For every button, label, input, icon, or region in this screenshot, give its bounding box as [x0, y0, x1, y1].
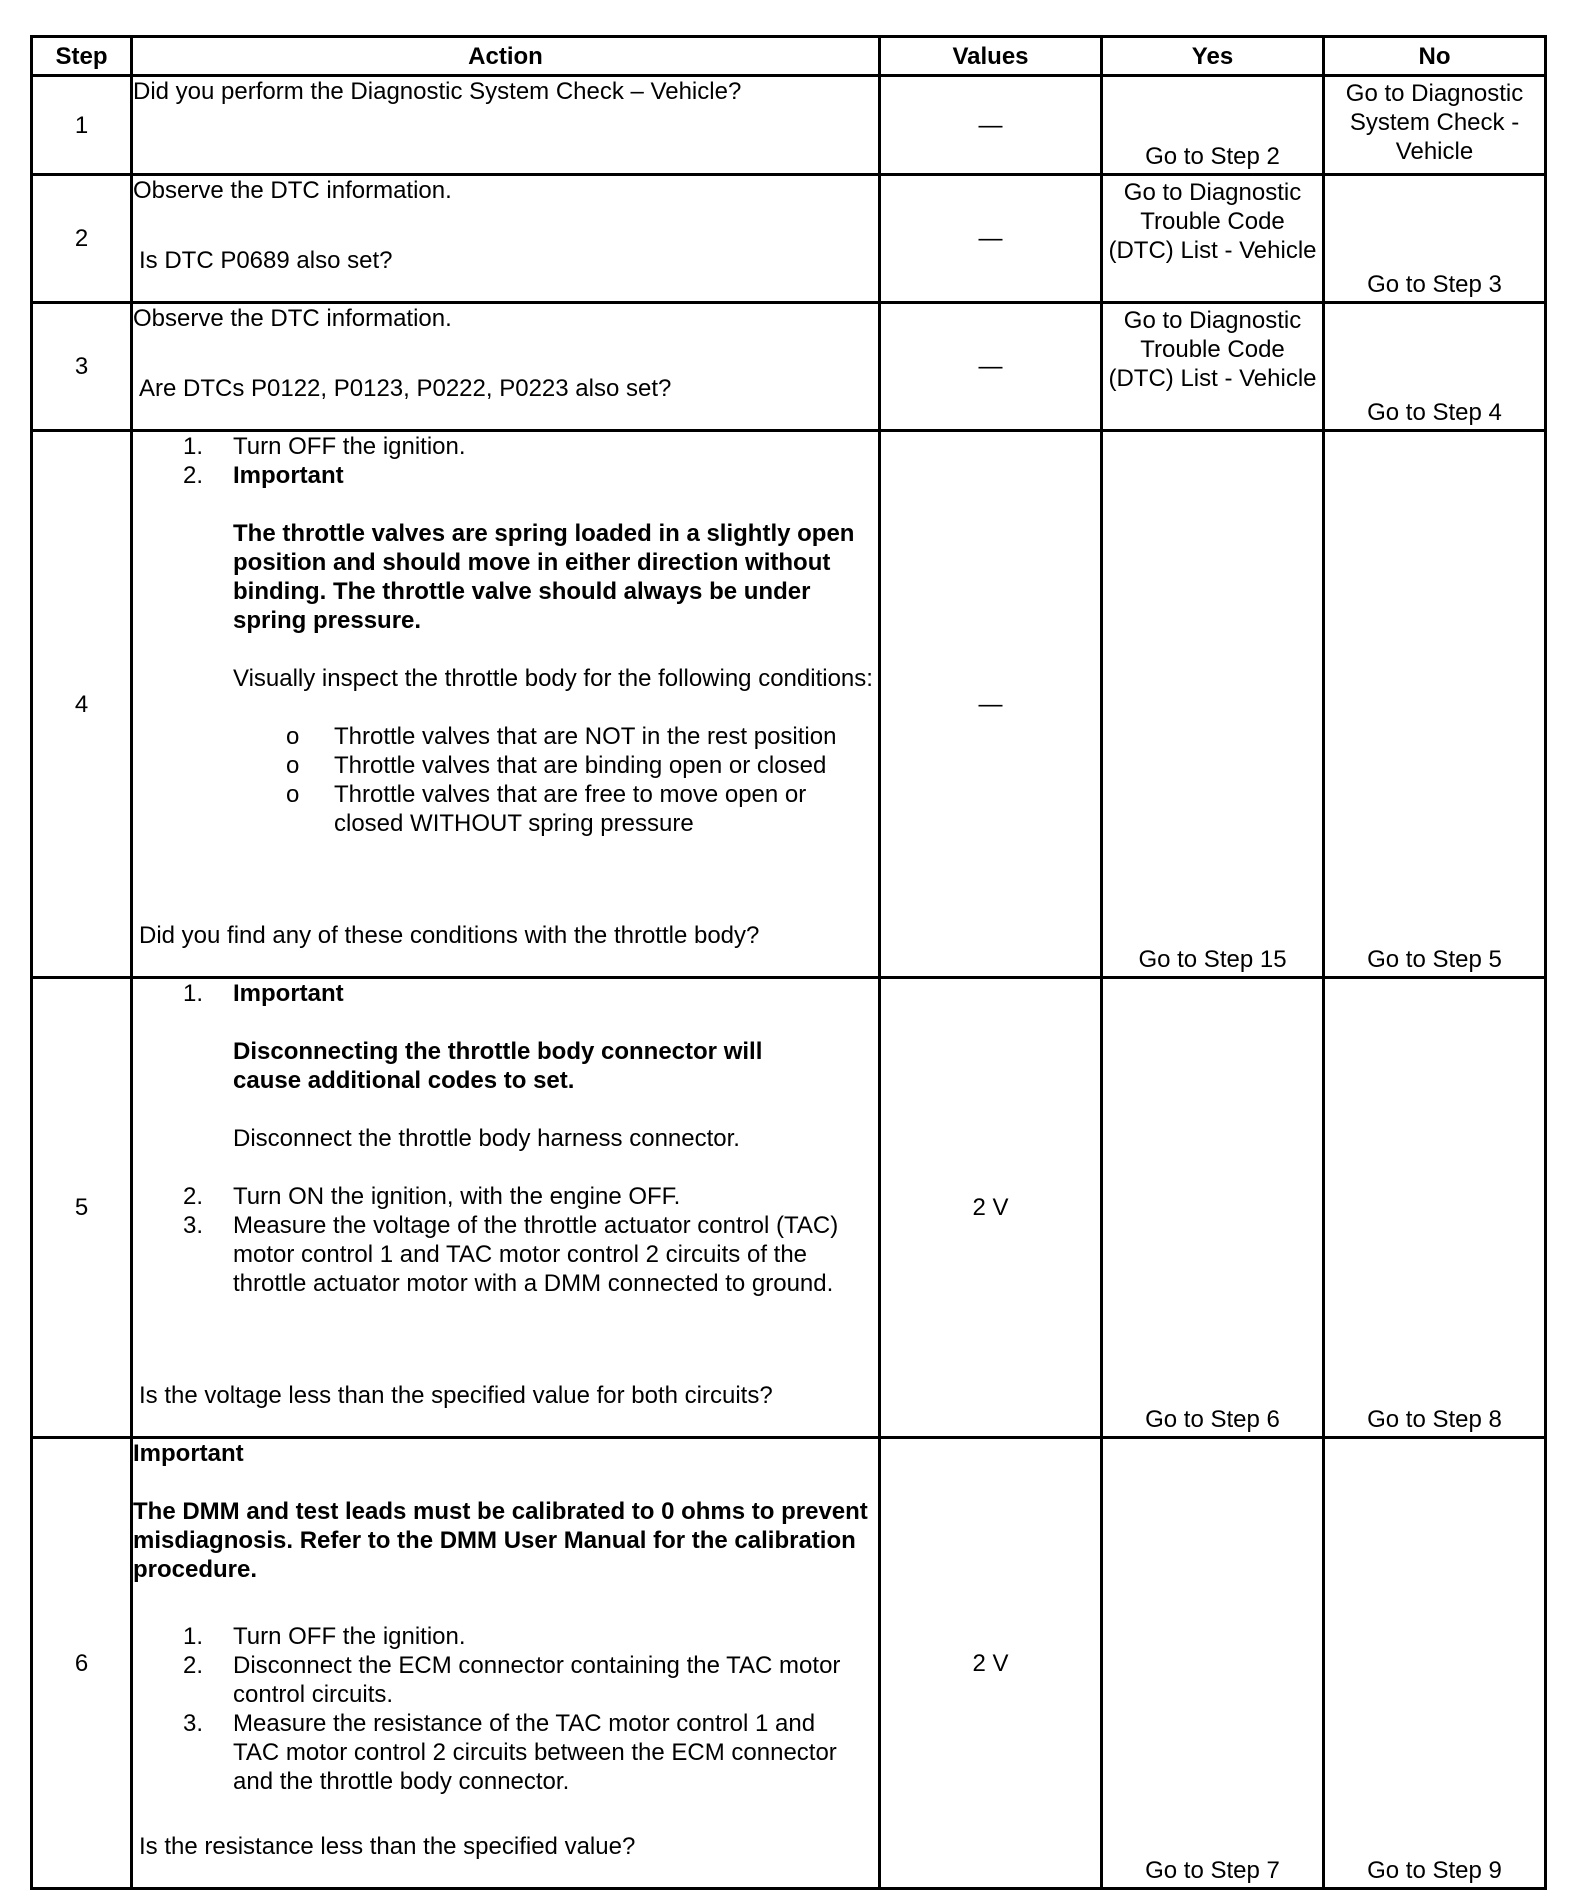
conditions-list [133, 722, 878, 838]
values-cell: — [880, 76, 1102, 175]
no-link[interactable]: Go to Step 8 [1367, 1406, 1502, 1433]
table-row-step-1 [32, 76, 1546, 175]
step-number: 3 [32, 303, 132, 431]
action-text: Observe the DTC information. [133, 177, 452, 204]
action-cell [132, 76, 880, 175]
header-step: Step [32, 37, 132, 76]
procedure-list [133, 432, 878, 490]
disconnect-text: Disconnect the throttle body harness connector. [233, 1125, 740, 1152]
yes-link[interactable]: Go to Step 7 [1145, 1857, 1280, 1884]
list-item: o Throttle valves that are binding open or closed [286, 752, 827, 779]
header-row [32, 37, 1546, 76]
header-yes: Yes [1102, 37, 1324, 76]
action-question: Is the voltage less than the specified value for both circuits? [139, 1382, 773, 1409]
no-link[interactable]: Go to Diagnostic System Check - Vehicle [1345, 80, 1524, 165]
values-cell: — [880, 431, 1102, 978]
header-action: Action [132, 37, 880, 76]
important-text: Disconnecting the throttle body connector will cause additional codes to set. [233, 1038, 763, 1094]
no-link[interactable]: Go to Step 9 [1367, 1857, 1502, 1884]
action-question: Are DTCs P0122, P0123, P0222, P0223 also set? [139, 375, 672, 402]
table-row-step-5 [32, 978, 1546, 1438]
no-cell [1324, 1438, 1546, 1889]
list-item: 1. Turn OFF the ignition. [183, 1623, 466, 1650]
important-text: The DMM and test leads must be calibrated to 0 ohms to prevent misdiagnosis. Refer to the DMM User Manual for the calibration procedure. [133, 1498, 868, 1583]
values-cell: — [880, 303, 1102, 431]
yes-cell [1102, 431, 1324, 978]
yes-link[interactable]: Go to Diagnostic Trouble Code (DTC) List - Vehicle [1108, 179, 1317, 264]
important-label: Important [133, 1440, 244, 1467]
yes-link[interactable]: Go to Step 2 [1145, 143, 1280, 170]
yes-cell [1102, 978, 1324, 1438]
yes-cell [1102, 1438, 1324, 1889]
no-cell [1324, 978, 1546, 1438]
table-row-step-4 [32, 431, 1546, 978]
action-cell [132, 431, 880, 978]
list-item: o Throttle valves that are NOT in the rest position [286, 723, 837, 750]
step-number: 6 [32, 1438, 132, 1889]
yes-cell [1102, 175, 1324, 303]
yes-cell [1102, 76, 1324, 175]
important-text: The throttle valves are spring loaded in a slightly open position and should move in either direction without binding. The throttle valve should always be under spring pressure. [233, 520, 855, 634]
no-cell [1324, 303, 1546, 431]
diagnostic-table [30, 35, 1547, 1890]
action-question: Is DTC P0689 also set? [139, 247, 393, 274]
procedure-list [133, 979, 878, 1008]
yes-link[interactable]: Go to Step 15 [1138, 946, 1287, 973]
table-row-step-3 [32, 303, 1546, 431]
step-number: 5 [32, 978, 132, 1438]
table-row-step-2 [32, 175, 1546, 303]
table-row-step-6 [32, 1438, 1546, 1889]
procedure-list [133, 1622, 878, 1796]
list-item: o Throttle valves that are free to move open or closed WITHOUT spring pressure [286, 781, 807, 837]
step-number: 1 [32, 76, 132, 175]
procedure-list [133, 1182, 878, 1298]
yes-link[interactable]: Go to Step 6 [1145, 1406, 1280, 1433]
action-question: Did you perform the Diagnostic System Check – Vehicle? [133, 78, 742, 105]
action-cell [132, 303, 880, 431]
step-number: 2 [32, 175, 132, 303]
values-cell: 2 V [880, 978, 1102, 1438]
inspect-text: Visually inspect the throttle body for the following conditions: [233, 665, 873, 692]
action-question: Is the resistance less than the specified value? [139, 1833, 636, 1860]
no-link[interactable]: Go to Step 5 [1367, 946, 1502, 973]
no-cell [1324, 76, 1546, 175]
yes-cell [1102, 303, 1324, 431]
no-link[interactable]: Go to Step 3 [1367, 271, 1502, 298]
list-item: 2. Turn ON the ignition, with the engine OFF. [183, 1183, 681, 1210]
header-no: No [1324, 37, 1546, 76]
yes-link[interactable]: Go to Diagnostic Trouble Code (DTC) List - Vehicle [1108, 307, 1317, 392]
list-item: 3. Measure the voltage of the throttle actuator control (TAC) motor control 1 and TAC motor control 2 circuits of the throttle actuator motor with a DMM connected to ground. [183, 1212, 839, 1297]
values-cell: 2 V [880, 1438, 1102, 1889]
values-cell: — [880, 175, 1102, 303]
list-item: 1. Important [183, 980, 344, 1007]
action-cell [132, 175, 880, 303]
list-item: 3. Measure the resistance of the TAC motor control 1 and TAC motor control 2 circuits between the ECM connector and the throttle body connector. [183, 1710, 837, 1795]
list-item: 2. Disconnect the ECM connector containing the TAC motor control circuits. [183, 1652, 841, 1708]
step-number: 4 [32, 431, 132, 978]
action-text: Observe the DTC information. [133, 305, 452, 332]
no-cell [1324, 175, 1546, 303]
list-item: 2. Important [183, 462, 344, 489]
list-item: 1. Turn OFF the ignition. [183, 433, 466, 460]
action-question: Did you find any of these conditions with the throttle body? [139, 922, 760, 949]
no-cell [1324, 431, 1546, 978]
action-cell [132, 1438, 880, 1889]
header-values: Values [880, 37, 1102, 76]
action-cell [132, 978, 880, 1438]
no-link[interactable]: Go to Step 4 [1367, 399, 1502, 426]
